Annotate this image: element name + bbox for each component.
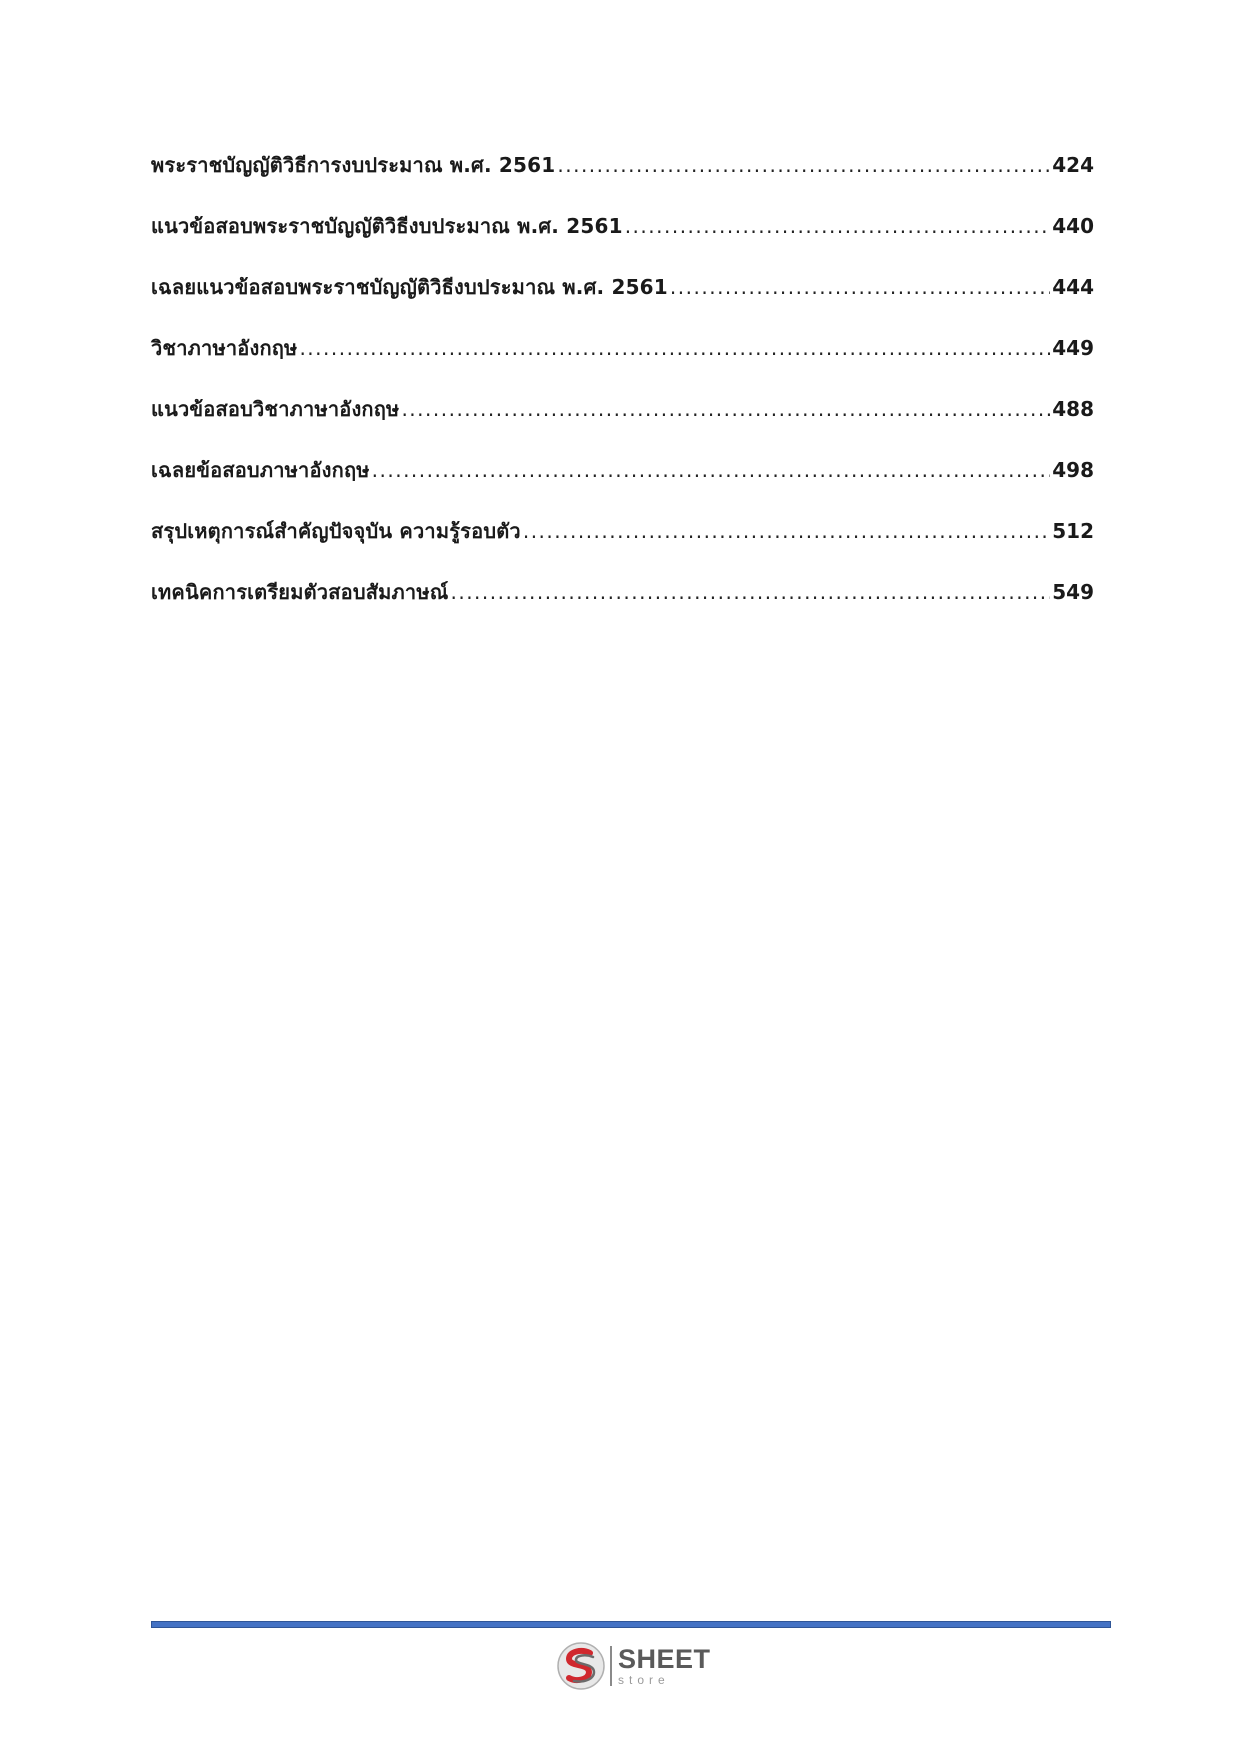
toc-entry-title: พระราชบัญญัติวิธีการงบประมาณ พ.ศ. 2561	[151, 153, 556, 177]
toc-entry-title: สรุปเหตุการณ์สำคัญปัจจุบัน ความรู้รอบตัว	[151, 519, 521, 543]
toc-entry-title: วิชาภาษาอังกฤษ	[151, 336, 298, 360]
table-of-contents	[151, 150, 1094, 638]
toc-entry-page: 449	[1052, 336, 1094, 360]
toc-entry-page: 444	[1052, 275, 1094, 299]
toc-entry-page: 440	[1052, 214, 1094, 238]
toc-entry-page: 549	[1052, 580, 1094, 604]
toc-entry-page: 512	[1052, 519, 1094, 543]
dot-leader	[450, 577, 1050, 607]
dot-leader	[299, 333, 1050, 363]
dot-leader	[625, 211, 1051, 241]
logo-text	[618, 1646, 711, 1686]
logo-divider	[610, 1646, 612, 1686]
toc-entry-page: 488	[1052, 397, 1094, 421]
toc-entry-title: แนวข้อสอบพระราชบัญญัติวิธีงบประมาณ พ.ศ. 2561	[151, 214, 623, 238]
footer-divider	[151, 1621, 1111, 1628]
toc-entry[interactable]	[151, 272, 1094, 333]
dot-leader	[372, 455, 1051, 485]
toc-entry-page: 424	[1052, 153, 1094, 177]
dot-leader	[523, 516, 1050, 546]
logo-subtitle: store	[618, 1673, 670, 1687]
toc-entry-title: เฉลยแนวข้อสอบพระราชบัญญัติวิธีงบประมาณ พ.ศ. 2561	[151, 275, 668, 299]
toc-entry[interactable]	[151, 150, 1094, 211]
toc-entry[interactable]	[151, 455, 1094, 516]
toc-entry-title: เฉลยข้อสอบภาษาอังกฤษ	[151, 458, 370, 482]
toc-entry-title: แนวข้อสอบวิชาภาษาอังกฤษ	[151, 397, 400, 421]
dot-leader	[557, 150, 1050, 180]
sheet-store-logo	[556, 1640, 726, 1692]
toc-entry[interactable]	[151, 516, 1094, 577]
dot-leader	[401, 394, 1050, 424]
toc-entry[interactable]	[151, 577, 1094, 638]
toc-entry[interactable]	[151, 211, 1094, 272]
toc-entry-page: 498	[1052, 458, 1094, 482]
toc-entry[interactable]	[151, 394, 1094, 455]
toc-entry[interactable]	[151, 333, 1094, 394]
logo-wordmark: SHEET	[618, 1644, 711, 1674]
toc-entry-title: เทคนิคการเตรียมตัวสอบสัมภาษณ์	[151, 580, 449, 604]
dot-leader	[670, 272, 1050, 302]
sheet-store-logo-icon	[556, 1641, 606, 1691]
